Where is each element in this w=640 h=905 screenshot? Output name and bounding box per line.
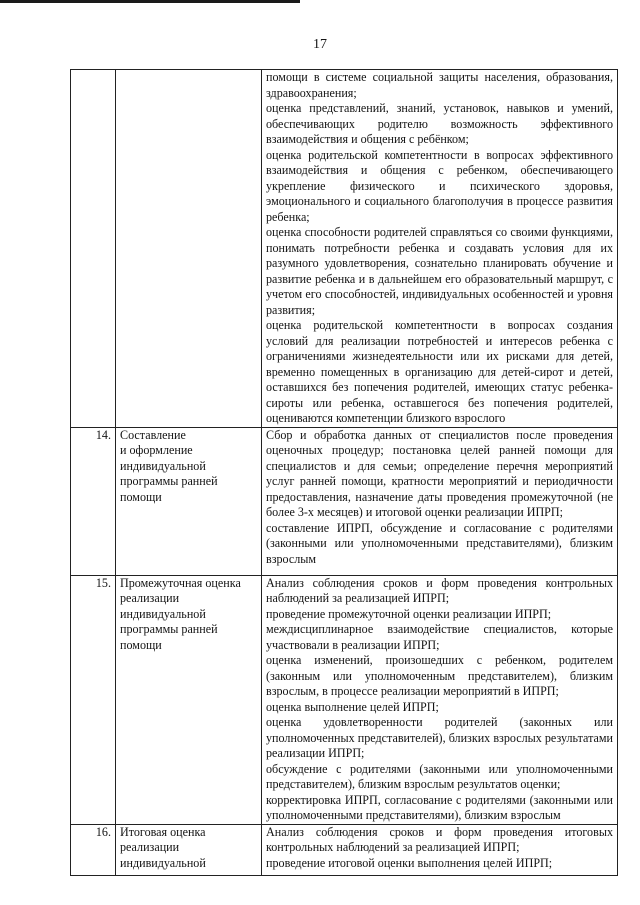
- stage-name-line: помощи: [120, 489, 162, 504]
- stage-description: [262, 575, 618, 824]
- description-paragraph: оценка представлений, знаний, установок, навыков и умений, обеспечивающих родителю возможность эффективного взаимодействия и общения с ребёнком;: [266, 101, 613, 146]
- stage-name-line: Итоговая оценка: [120, 824, 206, 839]
- stage-name-line: программы ранней: [120, 474, 218, 488]
- description-paragraph: оценка способности родителей справляться со своими функциями, понимать потребности ребенка и создавать условия для их разумного удовлетворения, сознательно планировать обучение и развитие ребенка и в дальнейшем его образовательный маршрут, с учетом его способностей, индивидуальных особенностей и уровня развития;: [266, 225, 613, 317]
- stage-name: [116, 824, 262, 875]
- row-number: 16.: [71, 824, 116, 875]
- stage-name-line: программы ранней: [120, 622, 218, 636]
- description-paragraph: корректировка ИПРП, согласование с родителями (законными или уполномоченными представителями), близким взрослым: [266, 792, 613, 822]
- table-row: [71, 70, 618, 428]
- stage-description: [262, 427, 618, 575]
- stage-name-line: индивидуальной: [120, 606, 206, 621]
- top-rule: [0, 0, 300, 3]
- description-paragraph: обсуждение с родителями (законными или уполномоченными представителем), близким взрослым результатов оценки;: [266, 761, 613, 791]
- table-row: [71, 824, 618, 875]
- description-paragraph: оценка родительской компетентности в вопросах создания условий для реализации потребностей и интересов ребенка с ограничениями жизнедеятельности или их рисками для детей, временно помещенных в организацию для детей-сирот и детей, оставшихся без попечения родителей, имеющих статус ребенка-сироты или ребенка, оставшегося без попечения родителей, оцениваются компетенции близкого взрослого: [266, 318, 613, 425]
- procedures-table: [70, 69, 618, 876]
- stage-name-line: и оформление: [120, 443, 193, 457]
- stage-name-line: помощи: [120, 637, 162, 652]
- row-number: 14.: [71, 427, 116, 575]
- table-row: [71, 427, 618, 575]
- stage-name: [116, 427, 262, 575]
- description-paragraph: оценка изменений, произошедших с ребенком, родителем (законным или уполномоченным представителем), близким взрослым, в процессе реализации мероприятий в ИПРП;: [266, 653, 613, 698]
- description-paragraph: помощи в системе социальной защиты населения, образования, здравоохранения;: [266, 70, 613, 100]
- stage-description: [262, 824, 618, 875]
- stage-description: [262, 70, 618, 428]
- page-number: 17: [313, 37, 327, 52]
- stage-name: [116, 70, 262, 428]
- description-paragraph: проведение итоговой оценки выполнения целей ИПРП;: [266, 855, 553, 870]
- stage-name-line: индивидуальной: [120, 458, 206, 473]
- description-paragraph: оценка родительской компетентности в вопросах эффективного взаимодействия и общения с ребенком, обеспечивающего укрепление физического и психического здоровья, эмоционального и социального благополучия в процессе развития ребенка;: [266, 147, 613, 224]
- description-paragraph: междисциплинарное взаимодействие специалистов, которые участвовали в реализации ИПРП;: [266, 622, 613, 652]
- description-paragraph: проведение промежуточной оценки реализации ИПРП;: [266, 606, 552, 621]
- description-paragraph: Анализ соблюдения сроков и форм проведения итоговых контрольных наблюдений за реализацией ИПРП;: [266, 824, 613, 854]
- description-paragraph: оценка удовлетворенности родителей (законных или уполномоченных представителей), близких взрослых результатами реализации ИПРП;: [266, 715, 613, 760]
- table-row: [71, 575, 618, 824]
- stage-name: [116, 575, 262, 824]
- description-paragraph: Сбор и обработка данных от специалистов после проведения оценочных процедур; постановка целей ранней помощи для специалистов и для семьи; определение перечня мероприятий услуг ранней помощи, кратности мероприятий и периодичности предоставления, назначение даты проведения промежуточной (не более 3-х месяцев) и итоговой оценки реализации ИПРП;: [266, 427, 613, 519]
- stage-name-line: индивидуальной: [120, 855, 206, 870]
- description-paragraph: оценка выполнение целей ИПРП;: [266, 699, 439, 714]
- description-paragraph: Анализ соблюдения сроков и форм проведения контрольных наблюдений за реализацией ИПРП;: [266, 575, 613, 605]
- stage-name-line: Составление: [120, 427, 186, 442]
- stage-name-line: реализации: [120, 840, 180, 854]
- row-number: 15.: [71, 575, 116, 824]
- table-body: [71, 70, 618, 876]
- stage-name-line: Промежуточная оценка: [120, 575, 241, 590]
- stage-name-line: реализации: [120, 591, 180, 605]
- row-number: [71, 70, 116, 428]
- description-paragraph: составление ИПРП, обсуждение и согласование с родителями (законными или уполномоченными представителями), близким взрослым: [266, 520, 613, 566]
